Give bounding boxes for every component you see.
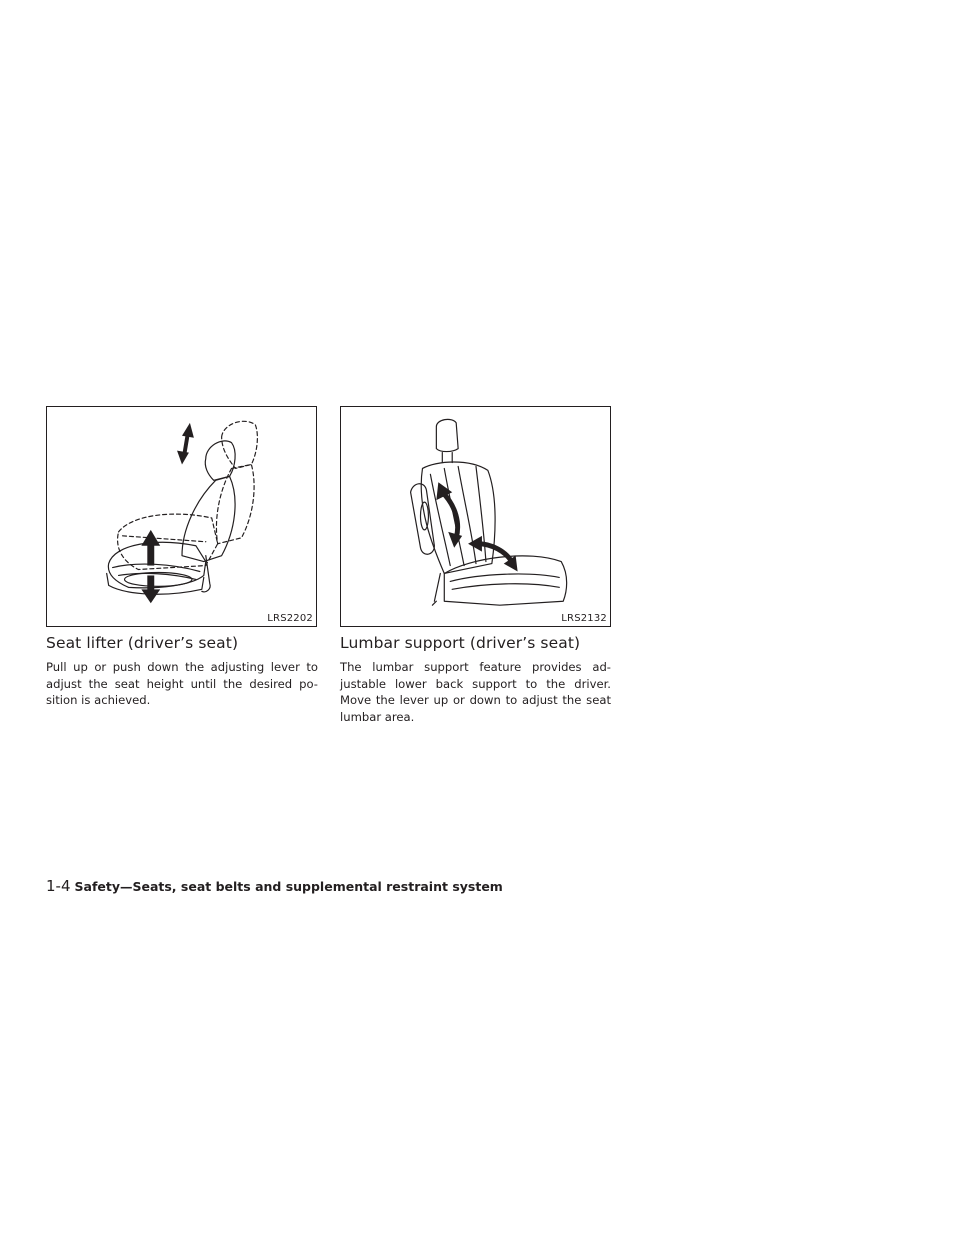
seat-lifter-figure [46,406,317,627]
body-line: adjust the seat height until the desired po- [46,676,318,691]
body-line: Pull up or push down the adjusting lever to [46,660,318,674]
seat-outline [107,441,235,594]
section-title: Safety—Seats, seat belts and supplemental restraint system [74,879,503,894]
down-arrow [141,575,160,603]
figure-code: LRS2202 [267,613,313,624]
lumbar-support-illustration [341,407,610,626]
page-number: 1-4 [46,877,71,895]
body-line: Move the lever up or down to adjust the [340,693,582,707]
page-footer [46,876,503,895]
seat-lifter-body [46,659,318,709]
body-line: sition is achieved. [46,693,151,707]
lumbar-support-figure [340,406,611,627]
body-line: The lumbar support feature provides ad- [340,660,611,674]
body-line: seat lumbar area. [340,693,611,724]
seat-lifter-heading: Seat lifter (driver’s seat) [46,634,239,652]
lumbar-vertical-double-arrow [436,482,462,547]
lumbar-support-heading: Lumbar support (driver’s seat) [340,634,581,652]
lumbar-support-body [340,659,611,725]
body-line: justable lower back support to the driver. [340,676,611,691]
figure-code: LRS2132 [561,613,607,624]
headrest-double-arrow [177,423,194,465]
seat-lifter-illustration [47,407,316,626]
up-arrow [141,530,160,566]
seat-outline [411,419,567,605]
